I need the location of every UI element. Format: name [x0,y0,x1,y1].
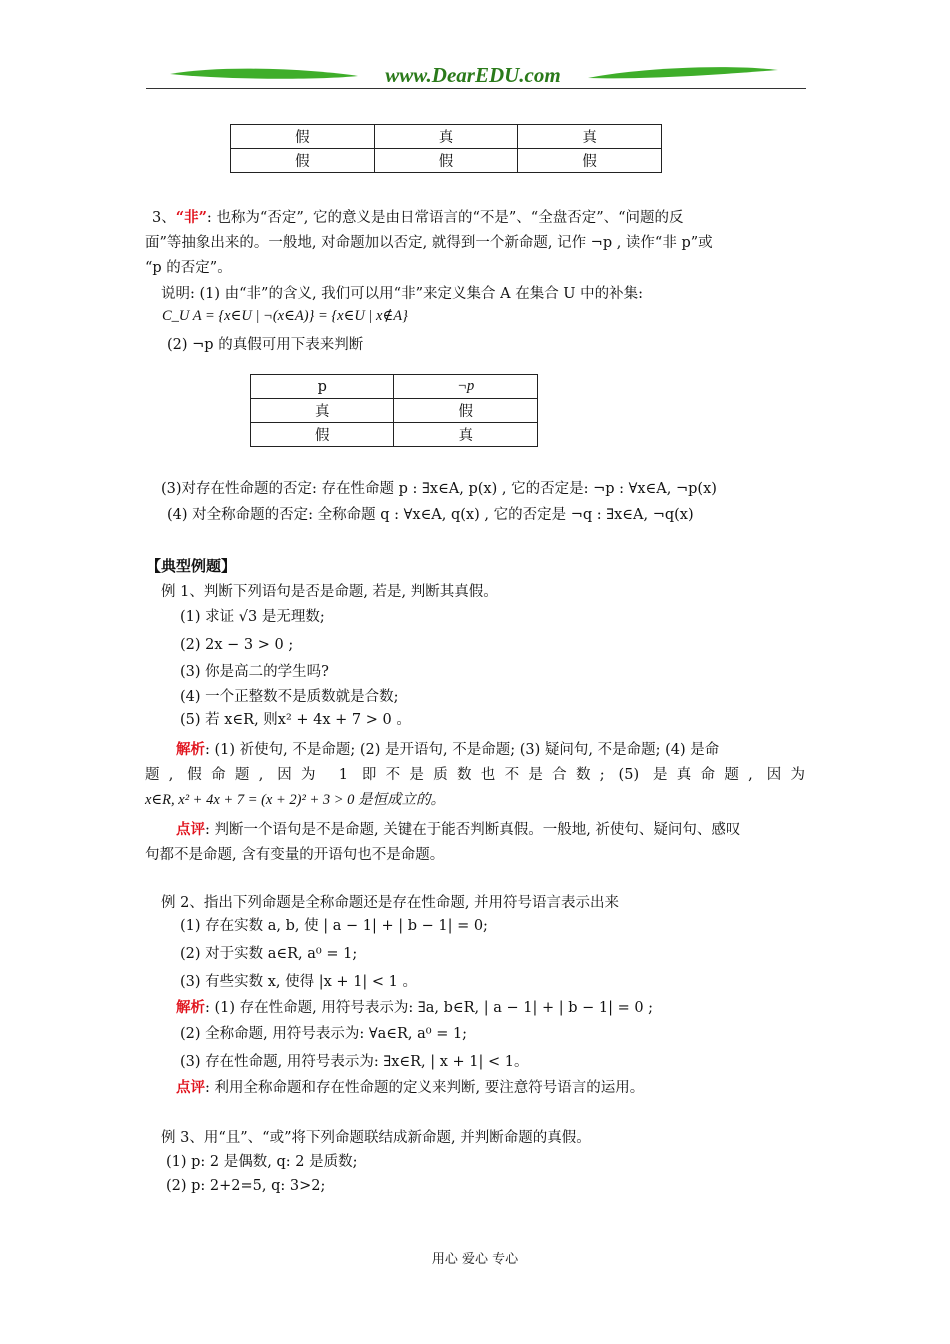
ex3-title: 例 3、用“且”、“或”将下列命题联结成新命题, 并判断命题的真假。 [161,1130,591,1146]
ex1-item-3: (3) 你是高二的学生吗? [180,664,329,680]
ex1-item-2: (2) 2x − 3 > 0 ; [180,637,294,653]
ex1-item-4: (4) 一个正整数不是质数就是合数; [180,689,399,705]
logo-text: www.DearEDU.com [385,63,561,87]
ex1-analysis-line1: 解析: (1) 祈使句, 不是命题; (2) 是开语句, 不是命题; (3) 疑问句, 不是命题; (4) 是命 [176,741,720,758]
table-cell: 真 [394,423,538,447]
ex1-analysis-line3: x∈R, x² + 4x + 7 = (x + 2)² + 3 > 0 是恒成立的。 [145,792,446,808]
ex2-item-1: (1) 存在实数 a, b, 使 | a − 1| + | b − 1| = 0; [180,918,488,934]
table-cell: 真 [518,125,662,149]
analysis-label: 解析 [176,999,205,1016]
section3-line2: 面”等抽象出来的。一般地, 对命题加以否定, 就得到一个新命题, 记作 ¬p , 读作“非 p”或 [145,235,713,251]
table-cell: 假 [394,399,538,423]
table-row [231,125,662,149]
table-row [231,149,662,173]
table-cell: 真 [374,125,518,149]
table-cell: 真 [251,399,394,423]
negation-rule-4: (4) 对全称命题的否定: 全称命题 q : ∀x∈A, q(x) , 它的否定是 ¬q : ∃x∈A, ¬q(x) [167,507,694,523]
ex3-item-2: (2) p: 2+2=5, q: 3>2; [166,1178,326,1194]
table-cell: 假 [251,423,394,447]
table-row [251,423,538,447]
comment-label: 点评 [176,821,205,838]
ex1-comment-line1: 点评: 判断一个语句是不是命题, 关键在于能否判断真假。一般地, 祈使句、疑问句、感叹 [176,821,741,838]
ex3-item-1: (1) p: 2 是偶数, q: 2 是质数; [166,1154,358,1170]
header-rule [146,88,806,89]
note-1: 说明: (1) 由“非”的含义, 我们可以用“非”来定义集合 A 在集合 U 中的补集: [161,286,644,302]
page-footer: 用心 爱心 专心 [431,1252,519,1267]
table-cell: 假 [231,125,375,149]
complement-formula: C_U A = {x∈U | ¬(x∈A)} = {x∈U | x∉A} [162,308,408,324]
ex1-comment-line2: 句都不是命题, 含有变量的开语句也不是命题。 [145,847,445,863]
comment-label: 点评 [176,1079,205,1096]
table-row [251,399,538,423]
ex1-title: 例 1、判断下列语句是否是命题, 若是, 判断其真假。 [161,584,498,600]
table-cell: 假 [518,149,662,173]
analysis-label: 解析 [176,741,205,758]
negation-table [250,374,538,447]
table-header-cell: ¬p [394,375,538,399]
table-header-cell: p [251,375,394,399]
negation-rule-3: (3)对存在性命题的否定: 存在性命题 p : ∃x∈A, p(x) , 它的否定是: ¬p : ∀x∈A, ¬p(x) [161,481,717,497]
ex2-comment: 点评: 利用全称命题和存在性命题的定义来判断, 要注意符号语言的运用。 [176,1079,645,1096]
ex2-analysis-2: (2) 全称命题, 用符号表示为: ∀a∈R, a⁰ = 1; [180,1026,468,1042]
ex2-analysis-3: (3) 存在性命题, 用符号表示为: ∃x∈R, | x + 1| < 1。 [180,1054,529,1070]
table-cell: 假 [231,149,375,173]
table-header-row [251,375,538,399]
ex2-item-2: (2) 对于实数 a∈R, a⁰ = 1; [180,946,358,962]
ex2-item-3: (3) 有些实数 x, 使得 |x + 1| < 1 。 [180,974,418,990]
note-2: (2) ¬p 的真假可用下表来判断 [167,337,364,353]
ex1-item-5: (5) 若 x∈R, 则x² + 4x + 7 > 0 。 [180,712,411,728]
ex2-analysis-1: 解析: (1) 存在性命题, 用符号表示为: ∃a, b∈R, | a − 1| + | b − 1| = 0 ; [176,999,654,1016]
section3-line3: “p 的否定”。 [145,260,232,276]
truth-table-top [230,124,662,173]
ex1-item-1: (1) 求证 √3 是无理数; [180,609,325,625]
examples-heading: 【典型例题】 [146,557,237,575]
term-not: “非” [175,209,207,226]
section3-line1: 3、“非”: 也称为“否定”, 它的意义是由日常语言的“不是”、“全盘否定”、“问题的反 [152,209,684,226]
table-cell: 假 [374,149,518,173]
ex2-title: 例 2、指出下列命题是全称命题还是存在性命题, 并用符号语言表示出来 [161,895,620,911]
ex1-analysis-line2: 题, 假命题, 因为 1 即不是质数也不是合数; (5) 是真命题, 因为 [145,767,805,783]
